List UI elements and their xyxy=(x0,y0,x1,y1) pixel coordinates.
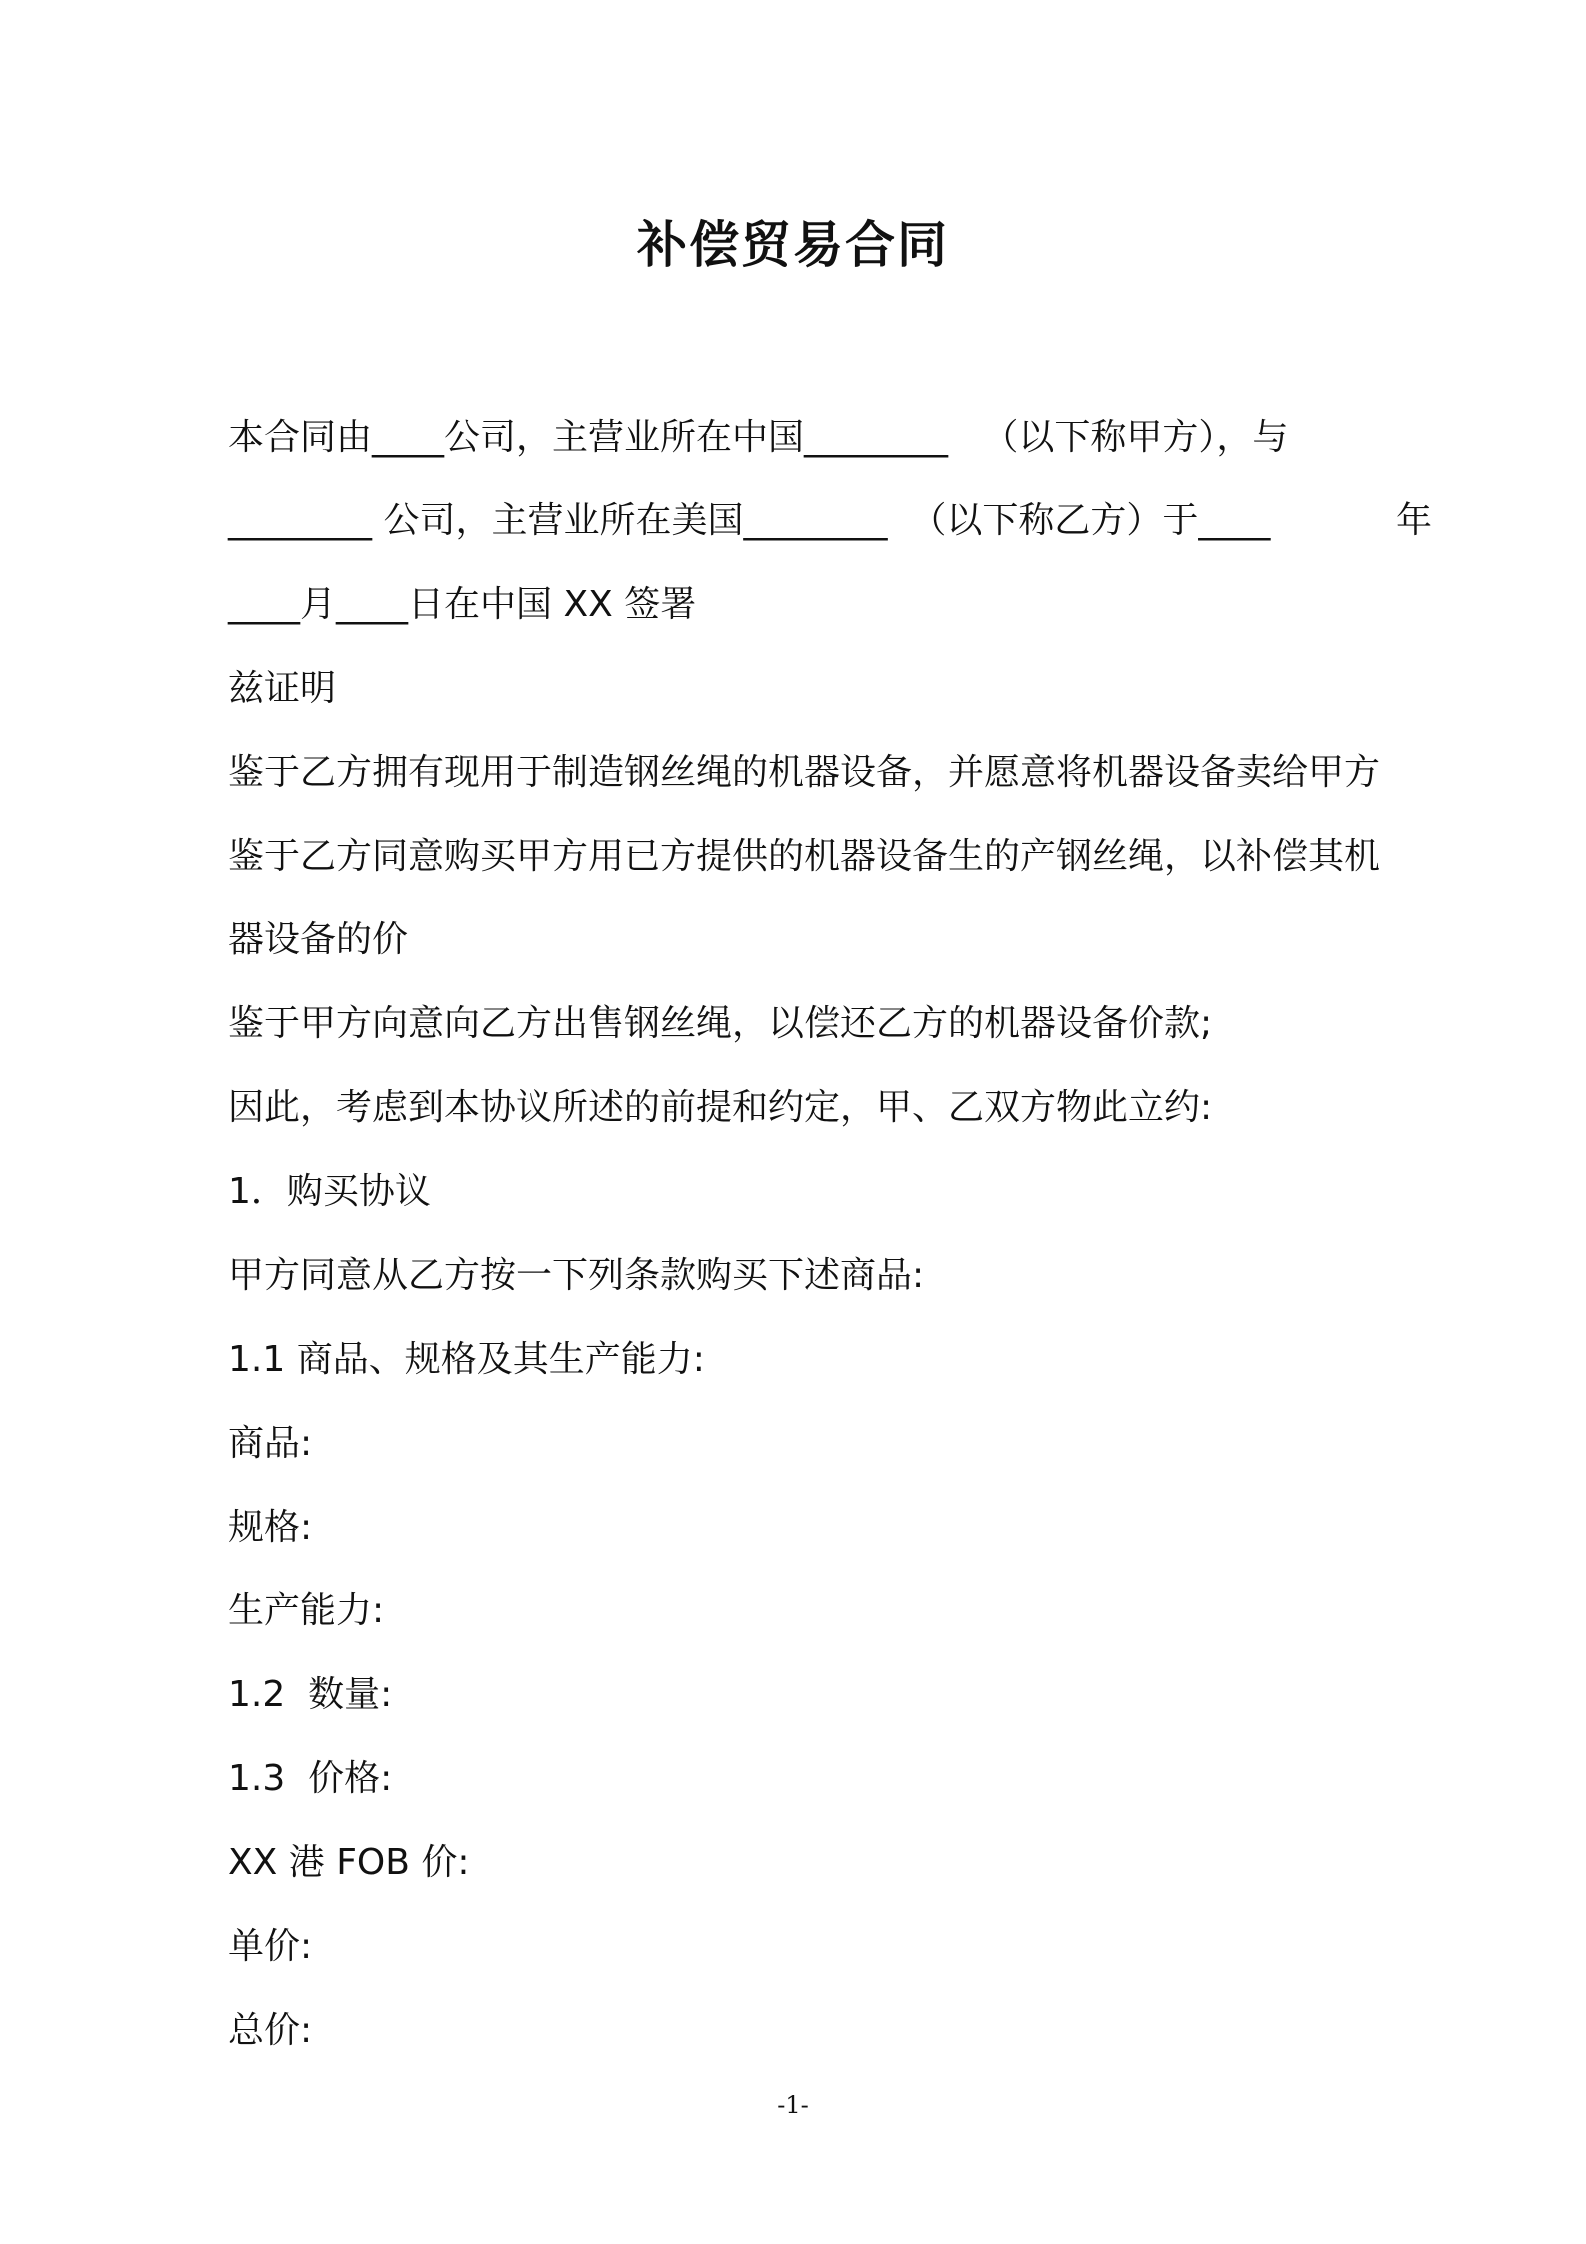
intro-line-2-right: 年 xyxy=(1395,500,1432,541)
field-fob-price: XX 港 FOB 价: xyxy=(228,1842,470,1883)
clause-1-1: 1.1 商品、规格及其生产能力: xyxy=(228,1339,705,1380)
section-heading: 1．购买协议 xyxy=(228,1171,431,1212)
paragraph-4: 器设备的价 xyxy=(228,919,409,960)
field-specification: 规格: xyxy=(228,1507,313,1548)
intro-line-2 xyxy=(228,495,1432,547)
field-total-price: 总价: xyxy=(228,2010,313,2051)
document-title: 补偿贸易合同 xyxy=(637,216,949,274)
paragraph-2: 鉴于乙方拥有现用于制造钢丝绳的机器设备，并愿意将机器设备卖给甲方 xyxy=(228,752,1381,793)
paragraph-3: 鉴于乙方同意购买甲方用已方提供的机器设备生的产钢丝绳，以补偿其机 xyxy=(228,836,1381,877)
paragraph-6: 因此，考虑到本协议所述的前提和约定，甲、乙双方物此立约: xyxy=(228,1087,1213,1128)
paragraph-7: 甲方同意从乙方按一下列条款购买下述商品: xyxy=(228,1255,925,1296)
paragraph-1: 兹证明 xyxy=(228,668,337,709)
field-goods: 商品: xyxy=(228,1423,313,1464)
field-unit-price: 单价: xyxy=(228,1926,313,1967)
intro-line-3: ____月____日在中国 XX 签署 xyxy=(228,584,697,625)
paragraph-5: 鉴于甲方向意向乙方出售钢丝绳，以偿还乙方的机器设备价款; xyxy=(228,1003,1213,1044)
clause-1-2: 1.2 数量: xyxy=(228,1674,393,1715)
clause-1-3: 1.3 价格: xyxy=(228,1758,393,1799)
intro-line-2-left: ________ 公司，主营业所在美国________ （以下称乙方）于____ xyxy=(228,500,1271,541)
intro-line-1: 本合同由____公司，主营业所在中国________ （以下称甲方），与 xyxy=(228,417,1289,458)
field-capacity: 生产能力: xyxy=(228,1590,385,1631)
page-number: -1- xyxy=(777,2091,809,2119)
